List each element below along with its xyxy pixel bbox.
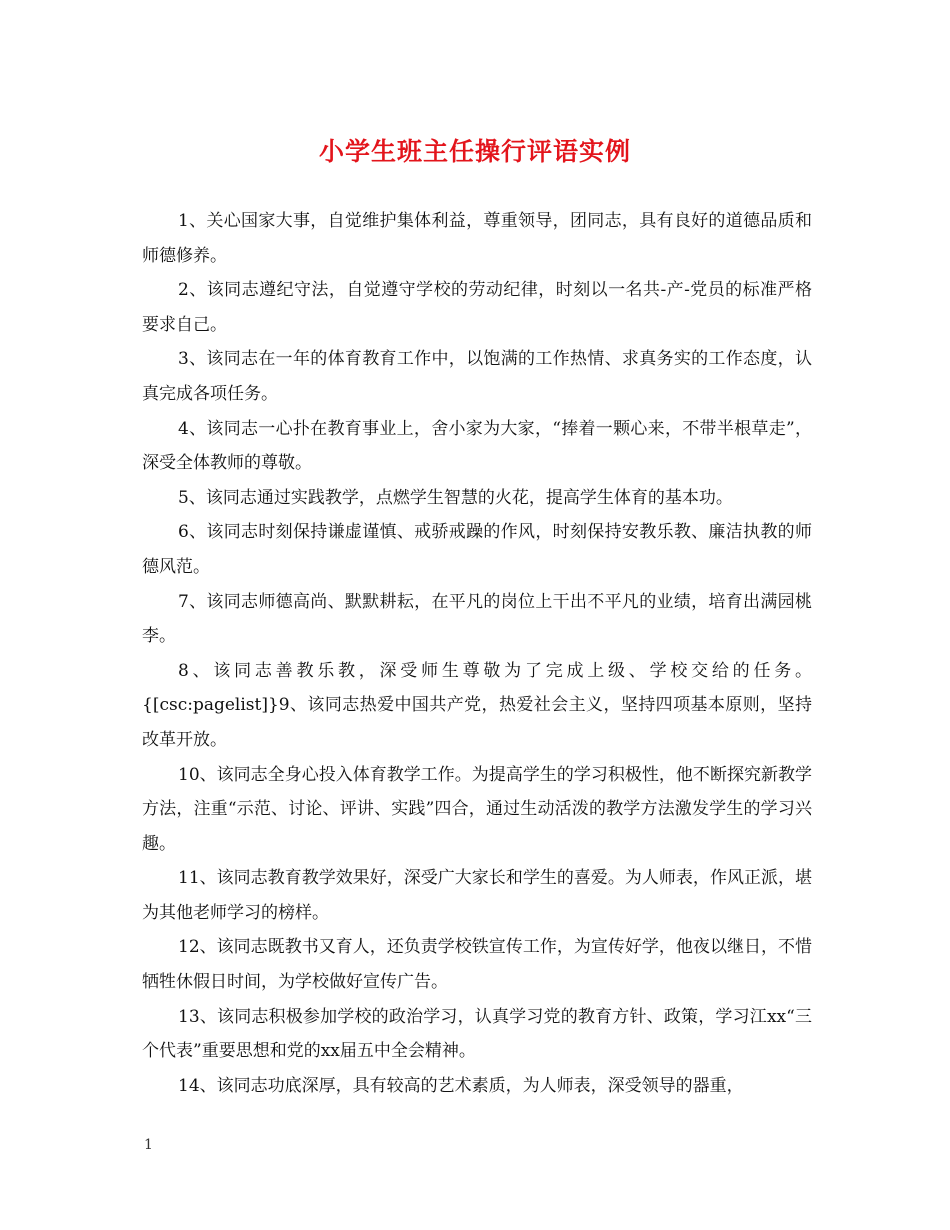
paragraph-8: 8、该同志善教乐教，深受师生尊敬为了完成上级、学校交给的任务。{[csc:pagelist]}9、该同志热爱中国共产党，热爱社会主义，坚持四项基本原则，坚持改革开放。 xyxy=(142,660,812,750)
paragraph-1: 1、关心国家大事，自觉维护集体利益，尊重领导，团同志，具有良好的道德品质和师德修养。 xyxy=(142,211,812,266)
paragraph-4: 4、该同志一心扑在教育事业上，舍小家为大家，“捧着一颗心来，不带半根草走”，深受全体教师的尊敬。 xyxy=(142,418,812,474)
paragraph-7: 7、该同志师德高尚、默默耕耘，在平凡的岗位上干出不平凡的业绩，培育出满园桃李。 xyxy=(142,591,812,647)
paragraph-5: 5、该同志通过实践教学，点燃学生智慧的火花，提高学生体育的基本功。 xyxy=(178,487,733,508)
paragraph-12: 12、该同志既教书又育人，还负责学校铁宣传工作，为宣传好学，他夜以继日，不惜牺牲休假日时间，为学校做好宣传广告。 xyxy=(142,937,812,993)
page-number: 1 xyxy=(144,1137,153,1153)
paragraph-13: 13、该同志积极参加学校的政治学习，认真学习党的教育方针、政策，学习江xx“三个代表”重要思想和党的xx届五中全会精神。 xyxy=(142,1006,812,1062)
paragraph-6: 6、该同志时刻保持谦虚谨慎、戒骄戒躁的作风，时刻保持安教乐教、廉洁执教的师德风范。 xyxy=(142,522,812,577)
paragraph-10: 10、该同志全身心投入体育教学工作。为提高学生的学习积极性，他不断探究新教学方法，注重“示范、讨论、评讲、实践”四合，通过生动活泼的教学方法激发学生的学习兴趣。 xyxy=(142,764,812,854)
paragraph-11: 11、该同志教育教学效果好，深受广大家长和学生的喜爱。为人师表，作风正派，堪为其他老师学习的榜样。 xyxy=(142,868,812,923)
paragraph-2: 2、该同志遵纪守法，自觉遵守学校的劳动纪律，时刻以一名共-产-党员的标准严格要求自己。 xyxy=(142,280,812,335)
paragraph-14: 14、该同志功底深厚，具有较高的艺术素质，为人师表，深受领导的器重， xyxy=(178,1075,744,1096)
paragraph-3: 3、该同志在一年的体育教育工作中，以饱满的工作热情、求真务实的工作态度，认真完成各项任务。 xyxy=(142,349,812,404)
document-body xyxy=(142,204,812,1103)
document-title: 小学生班主任操行评语实例 xyxy=(318,137,631,166)
